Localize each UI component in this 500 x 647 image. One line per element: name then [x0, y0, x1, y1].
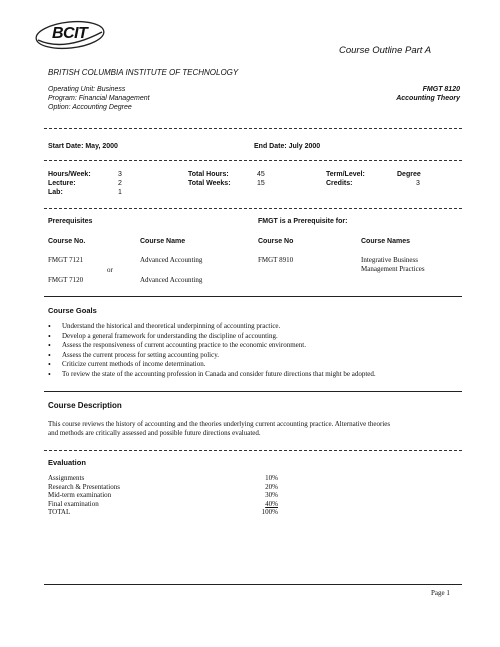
hours-week-value: 3	[118, 171, 122, 178]
start-date: Start Date: May, 2000	[48, 143, 118, 150]
credits-label: Credits:	[326, 180, 353, 187]
goal-item: • Assess the responsiveness of current accounting practice to the economic environment.	[48, 341, 376, 351]
lecture-value: 2	[118, 180, 122, 187]
course-code: FMGT 8120	[422, 86, 460, 93]
credits-value: 3	[416, 180, 420, 187]
goal-item: • Assess the current process for setting accounting policy.	[48, 351, 376, 361]
goal-item: • Criticize current methods of income determination.	[48, 360, 376, 370]
col-course-no: Course No.	[48, 238, 86, 245]
term-level-label: Term/Level:	[326, 171, 365, 178]
divider	[44, 296, 462, 297]
logo-text: BCIT	[52, 25, 88, 42]
goal-item: • To review the state of the accounting profession in Canada and consider future directions that might be adopted.	[48, 370, 376, 380]
hours-week-label: Hours/Week:	[48, 171, 91, 178]
eval-pct: 20%	[265, 482, 278, 491]
col-course-names-right: Course Names	[361, 238, 411, 245]
total-hours-value: 45	[257, 171, 265, 178]
eval-pct: 10%	[265, 474, 278, 482]
postreq-course-no: FMGT 8910	[258, 256, 294, 264]
table-row	[48, 508, 278, 517]
lab-value: 1	[118, 189, 122, 196]
divider	[44, 450, 462, 451]
goal-item: • Develop a general framework for understanding the discipline of accounting.	[48, 332, 376, 342]
eval-item: Assignments	[48, 474, 85, 482]
col-course-name: Course Name	[140, 238, 186, 245]
prereq-course-name: Advanced Accounting	[140, 256, 203, 264]
operating-unit: Operating Unit: Business	[48, 86, 126, 93]
course-title: Accounting Theory	[396, 95, 460, 102]
divider	[44, 391, 462, 392]
prereq-course-no: FMGT 7121	[48, 256, 84, 264]
prereq-course-no: FMGT 7120	[48, 276, 84, 284]
footer-divider	[44, 584, 462, 585]
evaluation-table	[48, 474, 278, 517]
eval-item: Research & Presentations	[48, 482, 120, 491]
course-description-line: This course reviews the history of accounting and the theories underlying current accounting practice. Alternative theories	[48, 420, 391, 428]
institute-name: BRITISH COLUMBIA INSTITUTE OF TECHNOLOGY	[48, 68, 239, 77]
total-hours-label: Total Hours:	[188, 171, 229, 178]
table-row	[48, 483, 278, 492]
table-row	[48, 491, 278, 500]
divider	[44, 208, 462, 209]
end-date: End Date: July 2000	[254, 143, 321, 150]
course-goals-heading: Course Goals	[48, 306, 97, 315]
course-description-line: and methods are critically assessed and possible future directions evaluated.	[48, 429, 261, 437]
divider	[44, 128, 462, 129]
eval-item: Final examination	[48, 499, 99, 508]
course-goals-list	[48, 322, 376, 380]
eval-item: Mid-term examination	[48, 491, 112, 499]
prerequisites-heading: Prerequisites	[48, 218, 93, 225]
total-weeks-label: Total Weeks:	[188, 180, 231, 187]
option: Option: Accounting Degree	[48, 104, 132, 111]
postreq-course-name: Management Practices	[361, 265, 425, 273]
prereq-course-name: Advanced Accounting	[140, 276, 203, 284]
or-text: or	[107, 266, 113, 274]
term-level-value: Degree	[397, 171, 421, 178]
bcit-logo	[34, 18, 106, 52]
col-course-no-right: Course No	[258, 238, 294, 245]
total-weeks-value: 15	[257, 180, 265, 187]
eval-pct: 30%	[265, 491, 278, 499]
page-number: Page 1	[431, 589, 450, 597]
eval-total-label: TOTAL	[48, 508, 71, 516]
divider	[44, 160, 462, 161]
eval-total-pct: 100%	[261, 508, 278, 516]
table-row	[48, 474, 278, 483]
eval-pct: 40%	[265, 499, 278, 508]
course-description-heading: Course Description	[48, 401, 122, 410]
lab-label: Lab:	[48, 189, 63, 196]
table-row	[48, 500, 278, 509]
evaluation-heading: Evaluation	[48, 458, 86, 467]
postreq-course-name: Integrative Business	[361, 256, 418, 264]
program: Program: Financial Management	[48, 95, 150, 102]
lecture-label: Lecture:	[48, 180, 76, 187]
prerequisite-for-heading: FMGT is a Prerequisite for:	[258, 218, 348, 225]
doc-type: Course Outline Part A	[339, 45, 432, 56]
goal-item: • Understand the historical and theoretical underpinning of accounting practice.	[48, 322, 376, 332]
